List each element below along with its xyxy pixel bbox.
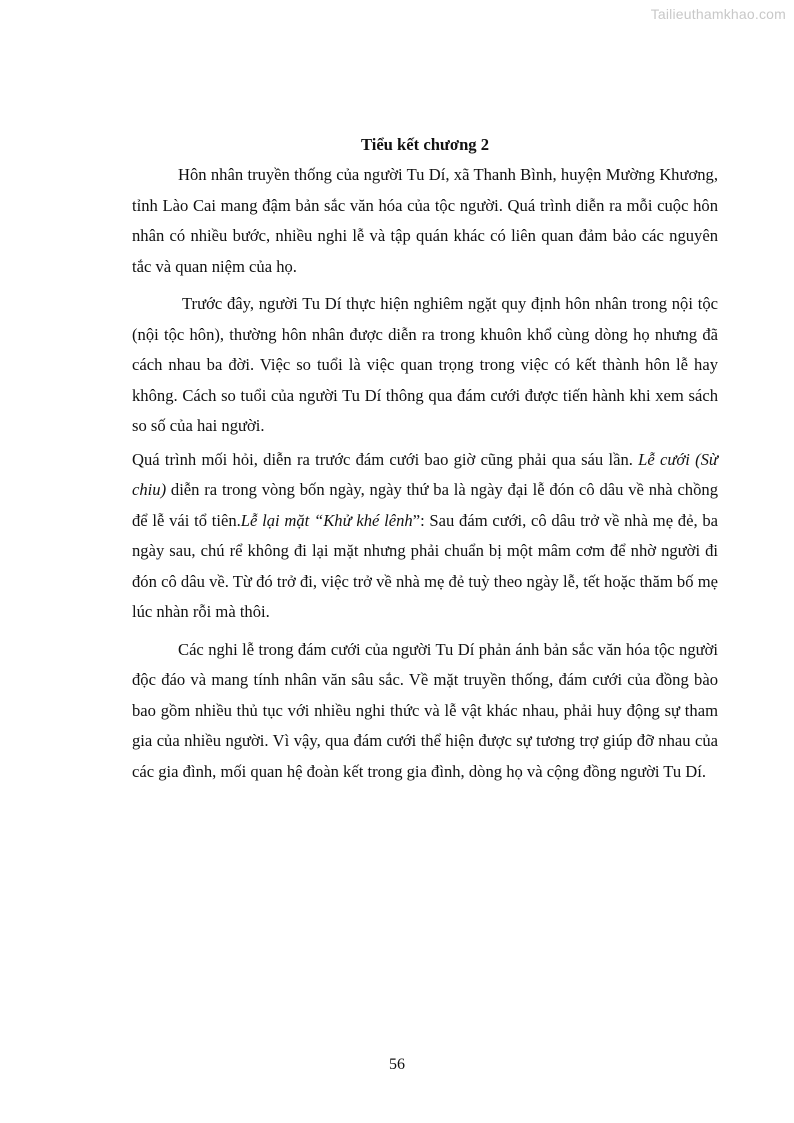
paragraph-2: Trước đây, người Tu Dí thực hiện nghiêm ngặt quy định hôn nhân trong nội tộc (nội tộc hôn), thường hôn nhân được diễn ra trong khuôn khổ cùng dòng họ nhưng đã cách nhau ba đời. Việc so tuổi là việc quan trọng trong việc có kết thành hôn lễ hay không. Cách so tuổi của người Tu Dí thông qua đám cưới được tiến hành khi xem sách so số của hai người. [132, 294, 718, 435]
document-body [132, 130, 718, 787]
paragraph-3-text-c: diễn ra trong vòng bốn ngày, ngày thứ ba là ngày đại lễ đón cô dâu về nhà chồng để lễ vái tổ tiên. [132, 480, 718, 530]
paragraph-3-italic-wedding: Lễ cưới (Sừ chiu) [132, 449, 718, 499]
watermark-text: Tailieuthamkhao.com [650, 6, 786, 22]
section-title: Tiểu kết chương 2 [360, 135, 490, 154]
paragraph-3 [132, 445, 718, 628]
paragraph-4: Các nghi lễ trong đám cưới của người Tu Dí phản ánh bản sắc văn hóa tộc người độc đáo và mang tính nhân văn sâu sắc. Về mặt truyền thống, đám cưới của đồng bào bao gồm nhiều thủ tục với nhiều nghi thức và lễ vật khác nhau, phải huy động sự tham gia của nhiều người. Vì vậy, qua đám cưới thể hiện được sự tương trợ giúp đỡ nhau của các gia đình, mối quan hệ đoàn kết trong gia đình, dòng họ và cộng đồng người Tu Dí. [132, 639, 718, 781]
paragraph-3-text-a: Quá trình mối hỏi, diễn ra trước đám cưới bao giờ cũng phải qua sáu lần. [132, 449, 639, 469]
paragraph-3-text-e: ”: Sau đám cưới, cô dâu trở về nhà mẹ đẻ, ba ngày sau, chú rể không đi lại mặt nhưng phải chuẩn bị một mâm cơm để nhờ người đi đón cô dâu về. Từ đó trở đi, việc trở về nhà mẹ đẻ tuỳ theo ngày lễ, tết hoặc thăm bố mẹ lúc nhàn rỗi mà thôi. [132, 510, 719, 621]
paragraph-1: Hôn nhân truyền thống của người Tu Dí, xã Thanh Bình, huyện Mường Khương, tỉnh Lào Cai mang đậm bản sắc văn hóa của tộc người. Quá trình diễn ra mỗi cuộc hôn nhân có nhiều bước, nhiều nghi lễ và tập quán khác có liên quan đảm bảo các nguyên tắc và quan niệm của họ. [132, 165, 718, 276]
paragraph-3-italic-return-visit: Lễ lại mặt “Khử khé lênh [240, 510, 413, 530]
page-number: 56 [389, 1056, 405, 1073]
